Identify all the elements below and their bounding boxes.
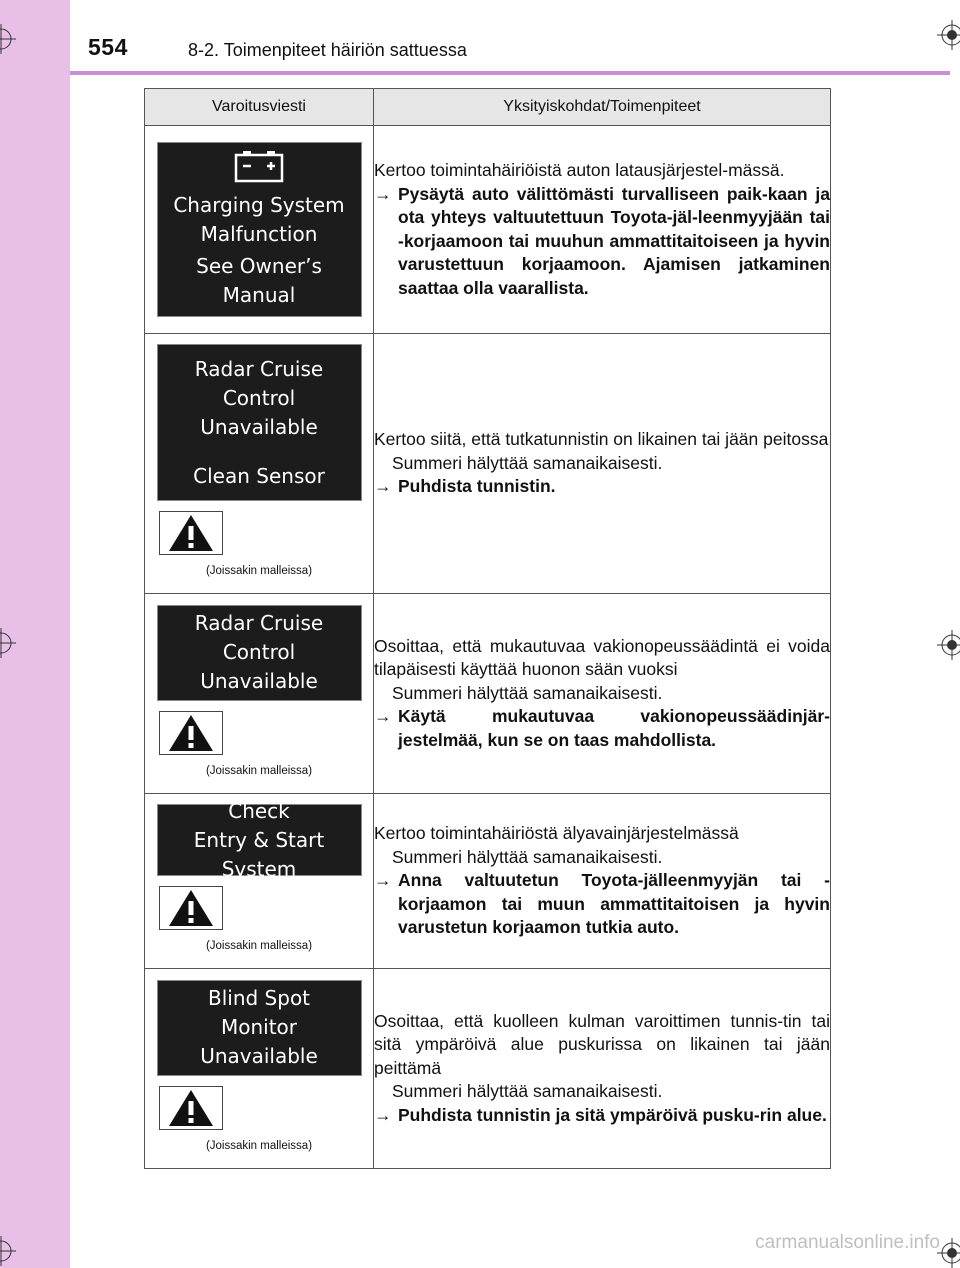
column-header-warning-message: Varoitusviesti (145, 89, 374, 126)
watermark: carmanualsonline.info (755, 1232, 940, 1253)
display-line: Monitor (220, 1015, 298, 1039)
arrow-icon: → (374, 476, 392, 497)
registration-mark-icon (0, 628, 16, 658)
arrow-icon: → (374, 870, 392, 891)
action-step (374, 183, 830, 301)
arrow-icon: → (374, 1104, 392, 1125)
warning-image-cell (145, 334, 374, 594)
registration-mark-icon (937, 1238, 960, 1268)
action-text: Käytä mukautuvaa vakionopeussäädinjär-jestelmää, kun se on taas mahdollista. (398, 706, 830, 750)
description-text: Osoittaa, että kuolleen kulman varoittimen tunnis-tin tai sitä ympäröivä alue puskurissa on likainen tai jään peittämä (374, 1010, 830, 1078)
warning-triangle-icon (159, 886, 223, 930)
display-line: Radar Cruise (194, 356, 324, 381)
action-text: Anna valtuutetun Toyota-jälleenmyyjän tai -korjaamon tai muun ammattitaitoisen ja hyvin varustetun korjaamon tutkia auto. (398, 870, 830, 938)
action-step (374, 1104, 830, 1128)
details-cell (374, 794, 831, 969)
header-divider (70, 71, 950, 75)
display-line: See Owner’s Manual (196, 254, 322, 307)
display-line: Charging System (173, 193, 345, 217)
warning-image-cell (145, 126, 374, 334)
display-line: Control (222, 385, 296, 410)
warning-image-cell (145, 794, 374, 969)
registration-mark-icon (0, 24, 16, 54)
model-note: (Joissakin malleissa) (205, 1139, 313, 1152)
warning-triangle-icon (159, 711, 223, 755)
arrow-icon: → (374, 183, 392, 204)
registration-mark-icon (0, 1236, 16, 1266)
model-note: (Joissakin malleissa) (205, 940, 313, 952)
warning-message-table (144, 88, 831, 1169)
buzzer-text: Summeri hälyttää samanaikaisesti. (392, 682, 663, 703)
details-cell (374, 334, 831, 594)
display-line: Check (228, 798, 290, 823)
model-note: (Joissakin malleissa) (205, 565, 313, 577)
table-row (145, 334, 831, 594)
display-charging-system (157, 142, 362, 317)
warning-image-cell (145, 969, 374, 1169)
display-line: Clean Sensor (193, 463, 325, 488)
display-line: Unavailable (200, 669, 318, 693)
action-text: Puhdista tunnistin ja sitä ympäröivä pusku-rin alue. (398, 1104, 827, 1125)
table-header-row (145, 89, 831, 126)
column-header-details-actions: Yksityiskohdat/Toimenpiteet (374, 89, 831, 126)
action-text: Puhdista tunnistin. (398, 476, 556, 497)
display-check-entry-start (157, 798, 362, 881)
action-text: Pysäytä auto välittömästi turvalliseen paik-kaan ja ota yhteys valtuutettuun Toyota-jäl-leenmyyjään tai -korjaamoon tai muuhun ammattitaitoiseen ja hyvin varustettuun korjaamoon. Ajamisen jatkaminen saattaa olla vaarallista. (398, 183, 830, 298)
action-step (374, 475, 830, 499)
display-line: Control (222, 640, 296, 664)
display-radar-cruise-clean-sensor (157, 344, 362, 501)
display-line: Unavailable (200, 1044, 318, 1068)
buzzer-text: Summeri hälyttää samanaikaisesti. (392, 452, 663, 473)
display-line: Radar Cruise (194, 611, 324, 635)
arrow-icon: → (374, 706, 392, 727)
battery-icon (233, 149, 285, 191)
description-text: Kertoo toimintahäiriöstä älyavainjärjestelmässä (374, 823, 739, 844)
action-step (374, 705, 830, 752)
table-row (145, 126, 831, 334)
description-text: Kertoo siitä, että tutkatunnistin on likainen tai jään peitossa (374, 429, 829, 450)
table-row (145, 794, 831, 969)
buzzer-text: Summeri hälyttää samanaikaisesti. (392, 846, 663, 867)
display-line: Unavailable (200, 414, 318, 439)
table-row (145, 969, 831, 1169)
description-text: Osoittaa, että mukautuvaa vakionopeussäädintä ei voida tilapäisesti käyttää huonon sään vuoksi (374, 635, 830, 680)
details-cell (374, 969, 831, 1169)
table-row (145, 594, 831, 794)
details-cell (374, 594, 831, 794)
warning-triangle-icon (159, 1086, 223, 1130)
warning-image-cell (145, 594, 374, 794)
display-line: Blind Spot (207, 986, 311, 1010)
registration-mark-icon (937, 20, 960, 50)
display-line: Entry & Start System (193, 827, 325, 881)
display-radar-cruise-unavailable (157, 605, 362, 701)
registration-mark-icon (937, 630, 960, 660)
section-title: 8-2. Toimenpiteet häiriön sattuessa (188, 40, 467, 60)
display-line: Malfunction (200, 222, 318, 246)
page-number: 554 (88, 34, 128, 60)
buzzer-text: Summeri hälyttää samanaikaisesti. (392, 1081, 663, 1102)
details-cell (374, 126, 831, 334)
action-step (374, 869, 830, 940)
model-note: (Joissakin malleissa) (205, 764, 313, 777)
description-text: Kertoo toimintahäiriöistä auton latausjärjestel-mässä. (374, 160, 785, 180)
warning-triangle-icon (159, 511, 223, 555)
display-blind-spot-monitor (157, 980, 362, 1076)
